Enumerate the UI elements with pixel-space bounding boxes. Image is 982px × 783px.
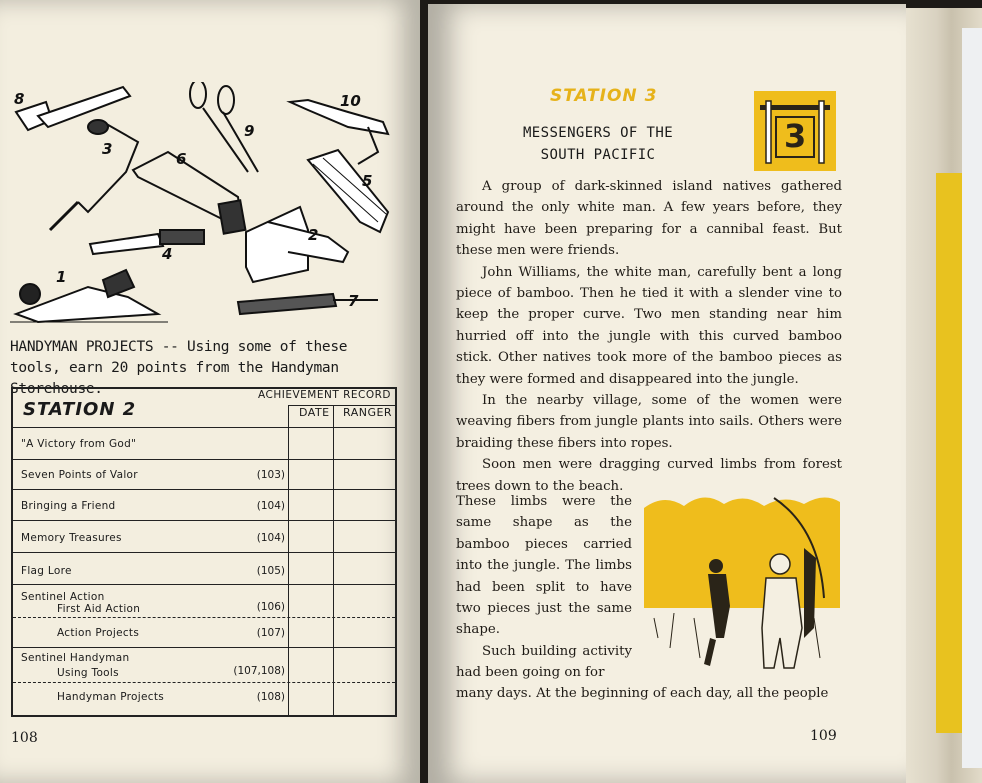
paragraph-5a: Such building activity had been going on for [456,643,632,681]
story-body-end [456,683,842,704]
tool-number-8: 8 [14,90,25,108]
row-sentinel-handyman: Sentinel Handyman [21,652,130,664]
tool-number-5: 5 [362,172,373,190]
row-page-103: (103) [256,469,285,481]
badge-number: 3 [784,117,807,155]
island-natives-illustration [644,488,840,674]
tool-number-3: 3 [102,140,113,158]
paragraph-4a: Soon men were dragging curved limbs from forest trees down to the beach. [456,457,842,494]
station-3-badge [754,91,836,171]
heading-line-1: MESSENGERS OF THE [522,125,674,141]
story-body [456,176,842,497]
station-3-label: STATION 3 [550,86,658,106]
achievement-table [11,387,397,717]
ranger-column-header: RANGER [343,406,393,419]
tool-number-6: 6 [176,150,187,168]
row-first-aid-action: First Aid Action [57,603,141,615]
right-page [428,4,906,783]
heading-line-2: SOUTH PACIFIC [540,147,656,163]
row-page-107-108: (107,108) [233,665,285,677]
row-flag-lore: Flag Lore [21,565,72,577]
row-page-108: (108) [256,691,285,703]
row-page-104b: (104) [256,532,285,544]
paragraph-4b: These limbs were the same shape as the bamboo pieces carried into the jungle. The limbs had been split to have two pieces just the same shape. [456,494,632,638]
row-sentinel-action: Sentinel Action [21,591,105,603]
row-page-104a: (104) [256,500,285,512]
tool-number-2: 2 [308,226,319,244]
paragraph-1: A group of dark-skinned island natives gathered around the only white man. A few years before, they might have been preparing for a cannibal feast. But these men were friends. [456,179,842,259]
paragraph-2: John Williams, the white man, carefully bent a long piece of bamboo. Then he tied it with a slender vine to keep the proper curve. Two men standing near him hurried off into the jungle with this curved bamboo stick. Other natives took more of the bamboo pieces as they were formed and disappeared into the jungle. [456,264,842,387]
story-body-column [456,491,632,684]
left-page [0,0,420,783]
row-victory-from-god: "A Victory from God" [21,438,137,450]
row-action-projects: Action Projects [57,627,140,639]
paragraph-3: In the nearby village, some of the women were weaving fibers from jungle plants into sails. Others were braiding these fibers into ropes. [456,393,842,451]
paragraph-5b: many days. At the beginning of each day, all the people [456,686,829,701]
row-handyman-projects: Handyman Projects [57,691,165,703]
handyman-projects-intro: HANDYMAN PROJECTS -- Using some of these tools, earn 20 points from the Handyman Storehouse. [10,339,348,397]
row-page-106: (106) [256,601,285,613]
row-seven-points-of-valor: Seven Points of Valor [21,469,138,481]
row-memory-treasures: Memory Treasures [21,532,122,544]
back-cover-edge [962,28,982,768]
row-page-107: (107) [256,627,285,639]
row-page-105: (105) [256,565,285,577]
row-using-tools: Using Tools [57,667,119,679]
station-2-title: STATION 2 [23,399,137,420]
tool-number-1: 1 [56,268,67,286]
tool-number-9: 9 [244,122,255,140]
date-column-header: DATE [299,406,330,419]
tool-number-4: 4 [162,245,173,263]
page-number-left: 108 [11,730,38,746]
row-bringing-a-friend: Bringing a Friend [21,500,116,512]
achievement-record-header: ACHIEVEMENT RECORD [258,389,391,401]
book-page-edges [906,8,982,783]
page-number-right: 109 [810,728,837,744]
tool-number-10: 10 [340,92,361,110]
chapter-heading [488,122,708,166]
tool-number-7: 7 [348,292,359,310]
